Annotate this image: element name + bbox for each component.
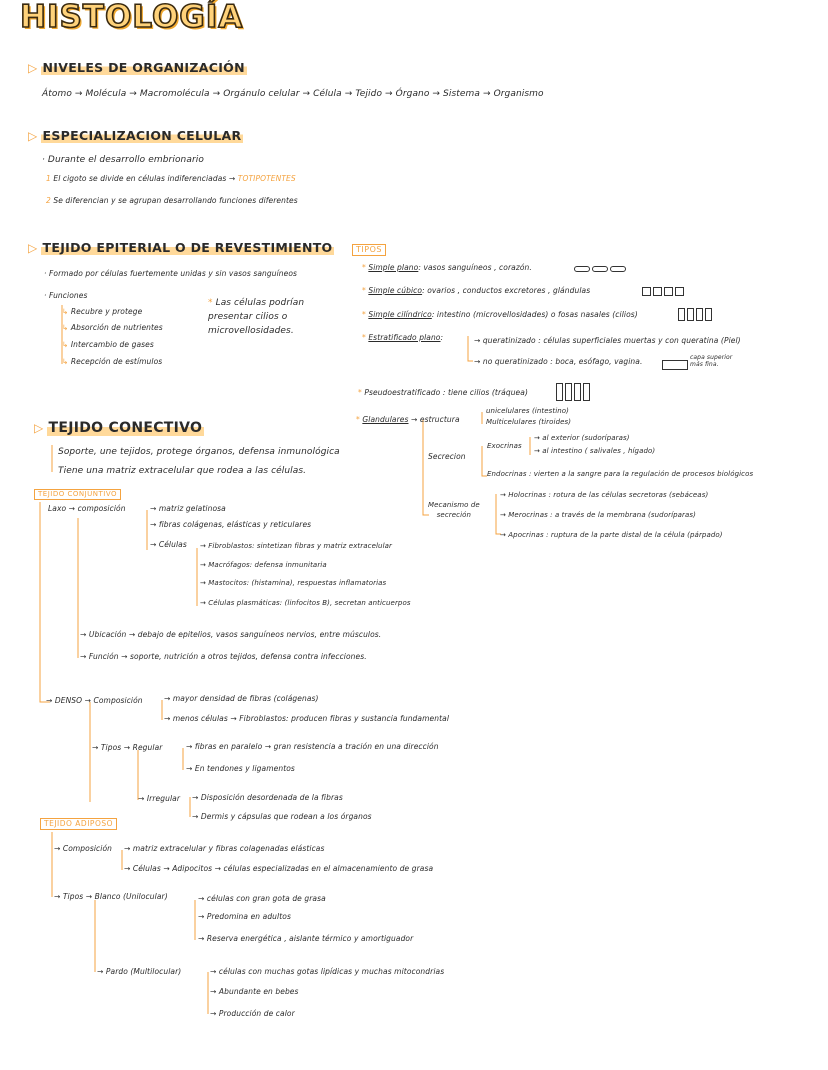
triangle-icon: ▷ [28, 61, 38, 75]
cel-4: → Células plasmáticas: (linfocitos B), secretan anticuerpos [200, 599, 411, 607]
laxo: Laxo → composición [48, 504, 126, 513]
adiposo-tipos: → Tipos → Blanco (Unilocular) [54, 892, 168, 901]
columnar-cells-icon [678, 308, 712, 321]
page-title: HISTOLOGÍA [20, 0, 244, 35]
heading-conectivo: ▷ TEJIDO CONECTIVO [34, 420, 203, 436]
epi-funcion-1: ↳ Recubre y protege [62, 307, 143, 316]
triangle-icon: ▷ [28, 241, 38, 255]
ubicacion: → Ubicación → debajo de epitelios, vasos sanguíneos nervios, entre músculos. [80, 630, 382, 639]
tipo-queratinizado: → queratinizado : células superficiales muertas y con queratina (Piel) [474, 336, 741, 345]
endocrinas: Endocrinas : vierten a la sangre para la regulación de procesos biológicos [487, 470, 754, 478]
heading-epitelial: ▷ TEJIDO EPITERIAL O DE REVESTIMIENTO [28, 240, 333, 255]
box-adiposo: TEJIDO ADIPOSO [40, 818, 117, 830]
exocrinas: Exocrinas [487, 442, 522, 450]
adiposo-comp: → Composición [54, 844, 112, 853]
adiposo-comp-2: → Células → Adipocitos → células especializadas en el almacenamiento de grasa [124, 864, 434, 873]
blanco-1: → células con gran gota de grasa [198, 894, 326, 903]
esp-intro: · Durante el desarrollo embrionario [42, 155, 204, 165]
epi-note: * Las células podrían presentar cilios o microvellosidades. [208, 298, 305, 336]
pardo-3: → Producción de calor [210, 1009, 295, 1018]
pardo-1: → células con muchas gotas lipídicas y muchas mitocondrias [210, 967, 445, 976]
holocrinas: → Holocrinas : rotura de las células secretoras (sebáceas) [500, 491, 709, 499]
box-conjuntivo: TEJIDO CONJUNTIVO [34, 489, 121, 500]
comp-2: → fibras colágenas, elásticas y reticulares [150, 520, 312, 529]
triangle-icon: ▷ [28, 129, 38, 143]
tipo-simple-cilindrico: * Simple cilíndrico: intestino (microvellosidades) o fosas nasales (cilios) [362, 310, 638, 319]
tipo-simple-plano: * Simple plano: vasos sanguíneos , corazón. [362, 263, 532, 272]
heading-especializacion: ▷ ESPECIALIZACION CELULAR [28, 128, 242, 143]
flat-cells-icon [574, 266, 626, 272]
epi-formado: · Formado por células fuertemente unidas y sin vasos sanguíneos [44, 269, 298, 278]
tipo-simple-cubico: * Simple cúbico: ovarios , conductos excretores , glándulas [362, 286, 591, 295]
denso-tipos: → Tipos → Regular [92, 743, 163, 752]
comp-3: → Células [150, 540, 187, 549]
multicelulares: Multicelulares (tiroides) [486, 418, 572, 426]
exocrinas-int: → al intestino ( salivales , hígado) [534, 447, 656, 455]
mecanismo: Mecanismo de secreción [428, 501, 480, 519]
blanco-2: → Predomina en adultos [198, 912, 291, 921]
cel-1: → Fibroblastos: sintetizan fibras y matriz extracelular [200, 542, 392, 550]
con-l2: Tiene una matriz extracelular que rodea a las células. [58, 466, 307, 476]
tipo-no-queratinizado: → no queratinizado : boca, esófago, vagina. [474, 357, 643, 366]
epi-funciones-label: · Funciones [44, 291, 88, 300]
cubic-cells-icon [642, 287, 684, 296]
levels-chain: Átomo → Molécula → Macromolécula → Orgánulo celular → Célula → Tejido → Órgano → Sistema → Organismo [42, 89, 544, 99]
blanco-3: → Reserva energética , aislante térmico y amortiguador [198, 934, 414, 943]
cel-3: → Mastocitos: (histamina), respuestas inflamatorias [200, 579, 387, 587]
stratified-cells-icon [662, 360, 688, 370]
apocrinas: → Apocrinas : ruptura de la parte distal de la célula (párpado) [500, 531, 723, 539]
epi-funcion-3: ↳ Intercambio de gases [62, 340, 154, 349]
irregular: → Irregular [138, 794, 181, 803]
tipo-glandulares: * Glandulares → estructura [356, 415, 460, 424]
pardo-2: → Abundante en bebes [210, 987, 299, 996]
adiposo-comp-1: → matriz extracelular y fibras colagenadas elásticas [124, 844, 325, 853]
unicelulares: unicelulares (intestino) [486, 407, 569, 415]
capa-note: capa superior más fina. [690, 354, 733, 368]
epi-funcion-2: ↳ Absorción de nutrientes [62, 323, 163, 332]
denso-comp-1: → mayor densidad de fibras (colágenas) [164, 694, 319, 703]
tipos-label: TIPOS [352, 244, 386, 256]
comp-1: → matriz gelatinosa [150, 504, 226, 513]
triangle-icon: ▷ [34, 421, 44, 435]
irregular-1: → Disposición desordenada de la fibras [192, 793, 343, 802]
denso: → DENSO → Composición [46, 696, 143, 705]
irregular-2: → Dermis y cápsulas que rodean a los órganos [192, 812, 372, 821]
denso-comp-2: → menos células → Fibroblastos: producen fibras y sustancia fundamental [164, 714, 450, 723]
regular-2: → En tendones y ligamentos [186, 764, 295, 773]
pseudo-cells-icon [556, 383, 590, 401]
pardo: → Pardo (Multilocular) [97, 967, 182, 976]
esp-step1: 1 El cigoto se divide en células indiferenciadas → TOTIPOTENTES [46, 174, 296, 183]
epi-funcion-4: ↳ Recepción de estímulos [62, 357, 163, 366]
tipo-pseudo: * Pseudoestratificado : tiene cilios (tráquea) [358, 388, 528, 397]
funcion: → Función → soporte, nutrición a otros tejidos, defensa contra infecciones. [80, 652, 367, 661]
merocrinas: → Merocrinas : a través de la membrana (sudoríparas) [500, 511, 696, 519]
cel-2: → Macrófagos: defensa inmunitaria [200, 561, 327, 569]
heading-niveles: ▷ NIVELES DE ORGANIZACIÓN [28, 60, 245, 75]
con-l1: Soporte, une tejidos, protege órganos, defensa inmunológica [58, 447, 340, 457]
exocrinas-ext: → al exterior (sudoríparas) [534, 434, 630, 442]
esp-step2: 2 Se diferencian y se agrupan desarrollando funciones diferentes [46, 196, 298, 205]
tipo-estratificado: * Estratificado plano: [362, 333, 444, 342]
secrecion: Secrecion [428, 452, 466, 461]
regular-1: → fibras en paralelo → gran resistencia a tración en una dirección [186, 742, 439, 751]
